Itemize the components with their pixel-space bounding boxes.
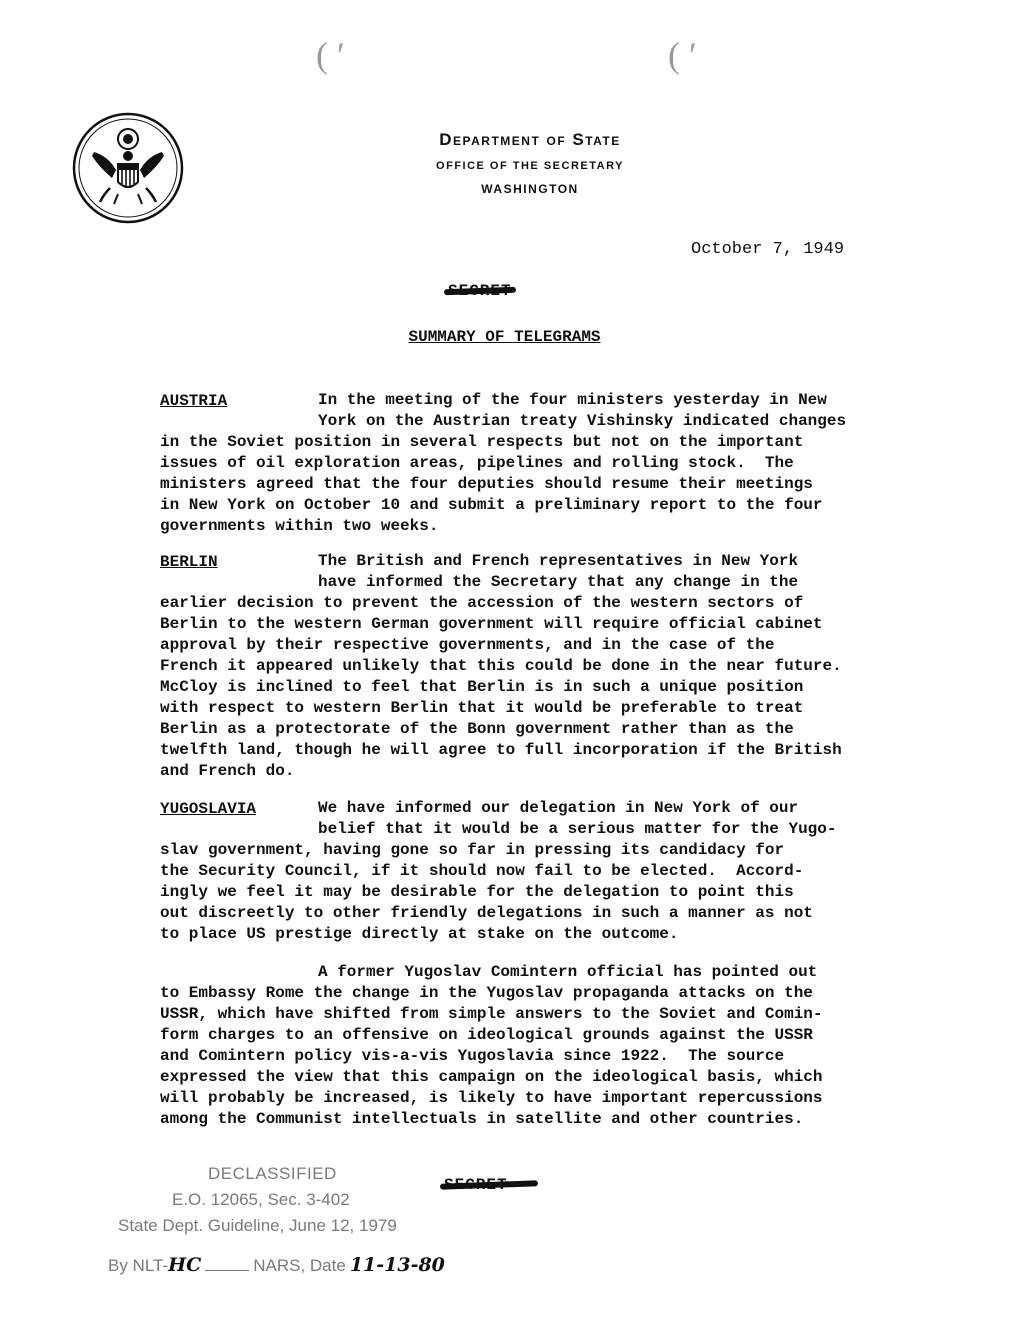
text-line: ingly we feel it may be desirable for the delegation to point this [160,883,794,901]
text-line: A former Yugoslav Comintern official has pointed out [318,963,818,981]
text-line: to Embassy Rome the change in the Yugoslav propaganda attacks on the [160,984,813,1002]
text-line: with respect to western Berlin that it would be preferable to treat [160,699,804,717]
text-line: and French do. [160,762,295,780]
text-line: York on the Austrian treaty Vishinsky indicated changes [318,412,847,430]
text-line: approval by their respective governments, and in the case of the [160,636,775,654]
blank-line [205,1270,249,1271]
text-line: The British and French representatives in New York [318,552,799,570]
department-seal-icon [72,112,184,224]
classification-top [448,282,512,300]
text-line: out discreetly to other friendly delegations in such a manner as not [160,904,813,922]
handwritten-date: 11-13-80 [349,1254,445,1276]
declassified-line-2: E.O. 12065, Sec. 3-402 [172,1190,350,1209]
section-label-yugoslavia: YUGOSLAVIA [160,800,257,818]
section-text-yugoslavia [160,798,836,945]
city-subtitle: WASHINGTON [481,182,579,196]
classification-bottom [444,1176,508,1194]
text-line: in New York on October 10 and submit a preliminary report to the four [160,496,823,514]
text-line: USSR, which have shifted from simple answers to the Soviet and Comin- [160,1005,823,1023]
summary-title: SUMMARY OF TELEGRAMS [408,328,601,346]
text-line: We have informed our delegation in New York of our [318,799,799,817]
text-line: twelfth land, though he will agree to full incorporation if the British [160,741,842,759]
text-line: issues of oil exploration areas, pipelines and rolling stock. The [160,454,794,472]
text-line: Berlin as a protectorate of the Bonn government rather than as the [160,720,794,738]
text-line: Berlin to the western German government will require official cabinet [160,615,823,633]
text-line: French it appeared unlikely that this could be done in the near future. [160,657,842,675]
text-line: belief that it would be a serious matter for the Yugo- [318,820,837,838]
text-line: in the Soviet position in several respects but not on the important [160,433,804,451]
pencil-mark-left: ( ′ [316,35,345,75]
text-line: expressed the view that this campaign on the ideological basis, which [160,1068,823,1086]
text-line: earlier decision to prevent the accession of the western sectors of [160,594,804,612]
text-line: governments within two weeks. [160,517,439,535]
text-line: form charges to an offensive on ideological grounds against the USSR [160,1026,813,1044]
by-nlt-label: By NLT- [108,1256,169,1275]
text-line: the Security Council, if it should now fail to be elected. Accord- [160,862,804,880]
pencil-mark-right: ( ′ [668,35,697,75]
declassified-line-4 [108,1254,445,1276]
text-line: slav government, having gone so far in pressing its candidacy for [160,841,785,859]
text-line: McCloy is inclined to feel that Berlin is in such a unique position [160,678,804,696]
section-label-berlin: BERLIN [160,553,218,571]
text-line: will probably be increased, is likely to have important repercussions [160,1089,823,1107]
section-text-berlin [160,551,842,782]
nars-date-label: NARS, Date [253,1256,346,1275]
initials-handwritten: HC [168,1254,202,1276]
document-date: October 7, 1949 [691,240,845,259]
text-line: ministers agreed that the four deputies should resume their meetings [160,475,813,493]
text-line: among the Communist intellectuals in satellite and other countries. [160,1110,804,1128]
declassified-line-1: DECLASSIFIED [208,1164,337,1183]
declassified-line-3: State Dept. Guideline, June 12, 1979 [118,1216,397,1235]
department-title: Department of State [439,130,621,149]
section-text-austria [160,390,846,537]
office-subtitle: OFFICE OF THE SECRETARY [436,160,624,172]
text-line: to place US prestige directly at stake on the outcome. [160,925,679,943]
text-line: and Comintern policy vis-a-vis Yugoslavia since 1922. The source [160,1047,785,1065]
text-line: In the meeting of the four ministers yesterday in New [318,391,827,409]
section-text-comintern [160,962,823,1130]
text-line: have informed the Secretary that any change in the [318,573,799,591]
section-label-austria: AUSTRIA [160,392,228,410]
